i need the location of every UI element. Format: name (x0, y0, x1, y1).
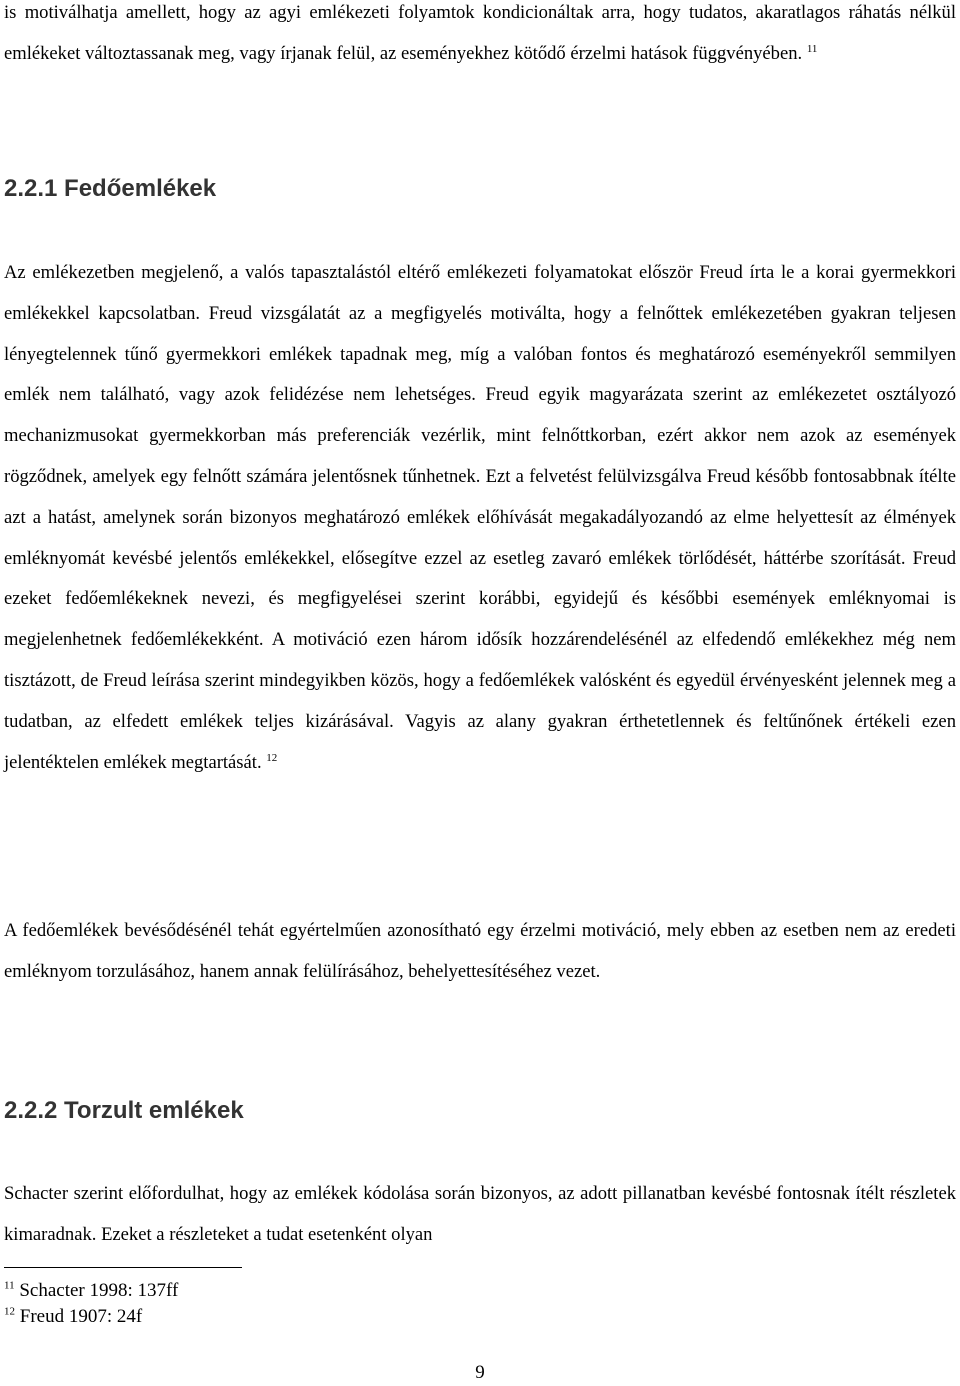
footnote-number: 12 (4, 1305, 15, 1318)
fedoemlekek-paragraph-1 (4, 253, 956, 783)
torzult-emlekek-paragraph: Schacter szerint előfordulhat, hogy az emlékek kódolása során bizonyos, az adott pillanatban kevésbé fontosnak ítélt részletek kimaradnak. Ezeket a részleteket a tudat esetenként olyan (4, 1183, 956, 1245)
intro-text: is motiválhatja amellett, hogy az agyi emlékezeti folyamtok kondicionáltak arra, hogy tudatos, akaratlagos ráhatás nélkül emlékeket változtassanak meg, vagy írjanak felül, az eseményekhez kötődő érzelmi hatások függvényében. (4, 2, 956, 64)
footnote-11 (4, 1278, 178, 1304)
page-number: 9 (475, 1362, 485, 1383)
section-heading-torzult-emlekek: 2.2.2 Torzult emlékek (4, 1097, 244, 1124)
footnote-text: Schacter 1998: 137ff (19, 1280, 179, 1301)
footnote-ref-11[interactable]: 11 (806, 42, 818, 55)
footnote-ref-12[interactable]: 12 (266, 751, 278, 764)
footnote-number: 11 (4, 1279, 15, 1292)
section-heading-fedoemlekek: 2.2.1 Fedőemlékek (4, 175, 217, 202)
intro-paragraph (4, 0, 956, 75)
footnote-separator (4, 1267, 242, 1268)
footnote-text: Freud 1907: 24f (19, 1306, 143, 1327)
fedoemlekek-paragraph-2: A fedőemlékek bevésődésénél tehát egyértelműen azonosítható egy érzelmi motiváció, mely ebben az esetben nem az eredeti emléknyom torzulásához, hanem annak felülírásához, behelyettesítéséhez vezet. (4, 920, 956, 982)
fedoemlekek-paragraph-1-text: Az emlékezetben megjelenő, a valós tapasztalástól eltérő emlékezeti folyamatokat először Freud írta le a korai gyermekkori emlékekkel kapcsolatban. Freud vizsgálatát az a megfigyelés motiválta, hogy a felnőttek emlékezetében gyakran teljesen lényegtelennek tűnő gyermekkori emlékek tapadnak meg, míg a valóban fontos és meghatározó eseményekről semmilyen emlék nem található, vagy azok felidézése nem lehetséges. Freud egyik magyarázata szerint az emlékezetet osztályozó mechanizmusokat gyermekkorban más preferenciák vezérlik, mint felnőttkorban, ezért akkor nem azok az események rögződnek, amelyek egy felnőtt számára jelentősnek tűnhetnek. Ezt a felvetést felülvizsgálva Freud később fontosabbnak ítélte azt a hatást, amelynek során bizonyos meghatározó emlékek előhívását megakadályozandó az elme helyettesít az élmények emléknyomát kevésbé jelentős emlékekkel, elősegítve ezzel az esetleg zavaró emlékek törlődését, háttérbe szorítását. Freud ezeket fedőemlékeknek nevezi, és megfigyelései szerint korábbi, egyidejű és későbbi események emléknyomai is megjelenhetnek fedőemlékekként. A motiváció ezen három idősík hozzárendelésénél az elfedendő emlékekhez még nem tisztázott, de Freud leírása szerint mindegyikben közös, hogy a fedőemlékek valósként és egyedül érvényesként jelennek meg a tudatban, az elfedett emlékek teljes kizárásával. Vagyis az alany gyakran érthetetlennek és feltűnőnek értékeli ezen jelentéktelen emlékek megtartását. (4, 262, 956, 773)
footnote-12 (4, 1304, 142, 1330)
